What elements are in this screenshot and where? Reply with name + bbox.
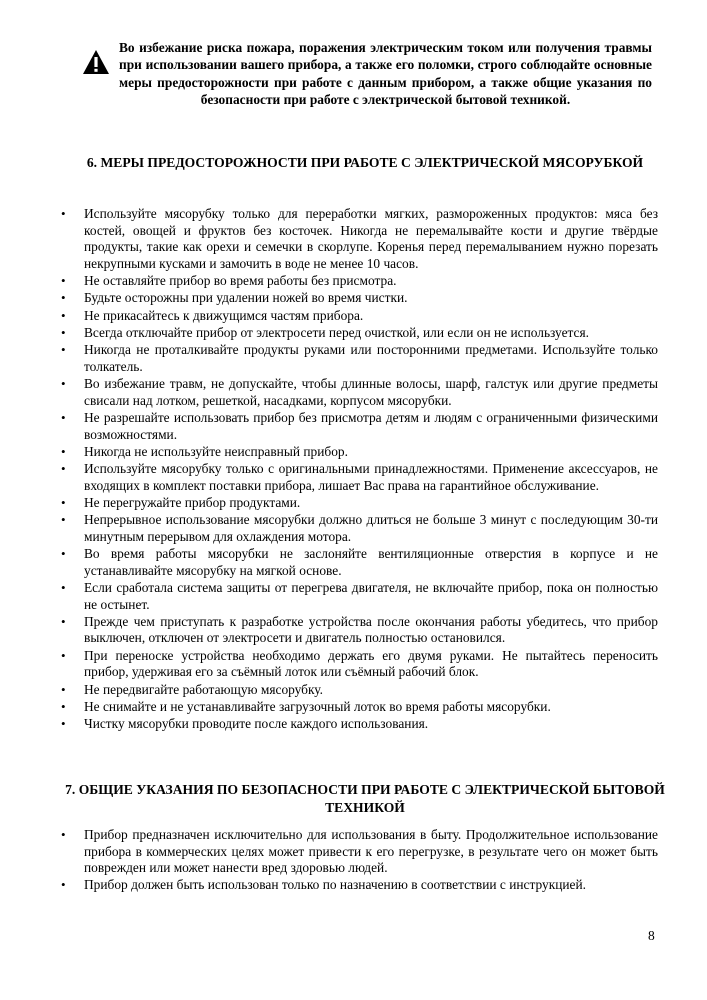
list-item [60, 827, 658, 877]
list-item [60, 682, 658, 699]
bullet-icon: • [61, 647, 66, 663]
list-item [60, 512, 658, 545]
bullet-icon: • [61, 512, 66, 528]
list-item-text: Не передвигайте работающую мясорубку. [84, 681, 324, 697]
bullet-icon: • [61, 206, 66, 221]
list-item [60, 273, 658, 290]
list-item [60, 699, 658, 716]
warning-triangle-icon [82, 49, 110, 75]
bullet-icon: • [61, 613, 66, 629]
list-item [60, 580, 658, 613]
list-item [60, 877, 658, 894]
bullet-icon: • [61, 324, 66, 340]
list-item [60, 308, 658, 325]
bullet-icon: • [61, 273, 66, 289]
bullet-icon: • [61, 494, 66, 510]
bullet-icon: • [61, 698, 66, 714]
list-item-text: Во избежание травм, не допускайте, чтобы длинные волосы, шарф, галстук или другие предметы свисали над лотком, решеткой, насадками, корпусом мясорубки. [84, 376, 658, 408]
list-item-text: Будьте осторожны при удалении ножей во время чистки. [84, 290, 408, 306]
list-item [60, 648, 658, 681]
list-item-text: Непрерывное использование мясорубки должно длиться не больше 3 минут с последующим 30-ти минутным перерывом для охлаждения мотора. [84, 512, 658, 544]
list-item-text: Если сработала система защиты от перегрева двигателя, не включайте прибор, пока он полностью не остынет. [84, 580, 658, 612]
section-7-title: 7. ОБЩИЕ УКАЗАНИЯ ПО БЕЗОПАСНОСТИ ПРИ РАБОТЕ С ЭЛЕКТРИЧЕСКОЙ БЫТОВОЙ ТЕХНИКОЙ [65, 782, 665, 815]
list-item-text: Во время работы мясорубки не заслоняйте вентиляционные отверстия в корпусе и не устанавливайте мясорубку на мягкой основе. [84, 546, 658, 578]
list-item-text: Используйте мясорубку только для переработки мягких, размороженных продуктов: мяса без костей, овощей и фруктов без косточек. Никогда не перемалывайте кости и другие твёрдые продукты, такие как орехи и семечки в скорлупе. Коренья перед перемалыванием нужно порезать некрупными кусками и замочить в воде не менее 10 часов. [84, 206, 658, 271]
list-item [60, 614, 658, 647]
list-item-text: Прежде чем приступать к разработке устройства после окончания работы убедитесь, что прибор выключен, отключен от электросети и двигатель полностью остановился. [84, 613, 658, 646]
list-item [60, 410, 658, 443]
list-item-text: При переноске устройства необходимо держать его двумя руками. Не пытайтесь переносить прибор, удерживая его за съёмный лоток или съёмный рабочий блок. [84, 647, 658, 680]
list-item [60, 461, 658, 494]
list-item-text: Прибор должен быть использован только по назначению в соответствии с инструкцией. [84, 877, 587, 893]
bullet-icon: • [61, 443, 66, 459]
bullet-icon: • [61, 716, 66, 732]
bullet-icon: • [61, 342, 66, 358]
bullet-icon: • [61, 409, 66, 425]
list-item-text: Всегда отключайте прибор от электросети перед очисткой, или если он не используется. [84, 324, 589, 340]
list-item-text: Чистку мясорубки проводите после каждого использования. [84, 716, 429, 732]
list-item [60, 290, 658, 307]
list-item-text: Никогда не проталкивайте продукты руками или посторонними предметами. Используйте только толкатель. [84, 342, 658, 374]
list-item-text: Не оставляйте прибор во время работы без присмотра. [84, 273, 397, 289]
page-number: 8 [648, 928, 655, 943]
bullet-icon: • [61, 877, 66, 893]
list-item [60, 342, 658, 375]
list-item [60, 716, 658, 733]
section-6-list [60, 206, 658, 733]
list-item-text: Не разрешайте использовать прибор без присмотра детям и людям с ограниченными физическими возможностями. [84, 409, 658, 442]
bullet-icon: • [61, 376, 66, 392]
list-item [60, 325, 658, 342]
list-item-text: Прибор предназначен исключительно для использования в быту. Продолжительное использование прибора в коммерческих целях может привести к его перегрузке, в результате чего он может быть поврежден или может нанести вред здоровью людей. [84, 827, 658, 876]
bullet-icon: • [61, 827, 66, 842]
section-7-list [60, 827, 658, 895]
bullet-icon: • [61, 681, 66, 697]
bullet-icon: • [61, 461, 66, 477]
bullet-icon: • [61, 546, 66, 562]
list-item-text: Используйте мясорубку только с оригинальными принадлежностями. Применение аксессуаров, не входящих в комплект поставки прибора, лишает Вас права на гарантийное обслуживание. [84, 461, 658, 493]
bullet-icon: • [61, 307, 66, 323]
list-item [60, 376, 658, 409]
warning-block [82, 39, 652, 109]
list-item-text: Не перегружайте прибор продуктами. [84, 494, 301, 510]
list-item [60, 206, 658, 272]
bullet-icon: • [61, 290, 66, 306]
warning-text: Во избежание риска пожара, поражения электрическим током или получения травмы при использовании вашего прибора, а также его поломки, строго соблюдайте основные меры предосторожности при работе с данным прибором, а также общие указания по безопасности при работе с электрической бытовой техникой. [119, 40, 652, 108]
list-item-text: Не прикасайтесь к движущимся частям прибора. [84, 307, 364, 323]
section-6-title: 6. МЕРЫ ПРЕДОСТОРОЖНОСТИ ПРИ РАБОТЕ С ЭЛЕКТРИЧЕСКОЙ МЯСОРУБКОЙ [86, 155, 644, 170]
list-item [60, 495, 658, 512]
list-item [60, 444, 658, 461]
bullet-icon: • [61, 580, 66, 595]
list-item [60, 546, 658, 579]
list-item-text: Никогда не используйте неисправный прибор. [84, 443, 348, 459]
list-item-text: Не снимайте и не устанавливайте загрузочный лоток во время работы мясорубки. [84, 698, 551, 714]
